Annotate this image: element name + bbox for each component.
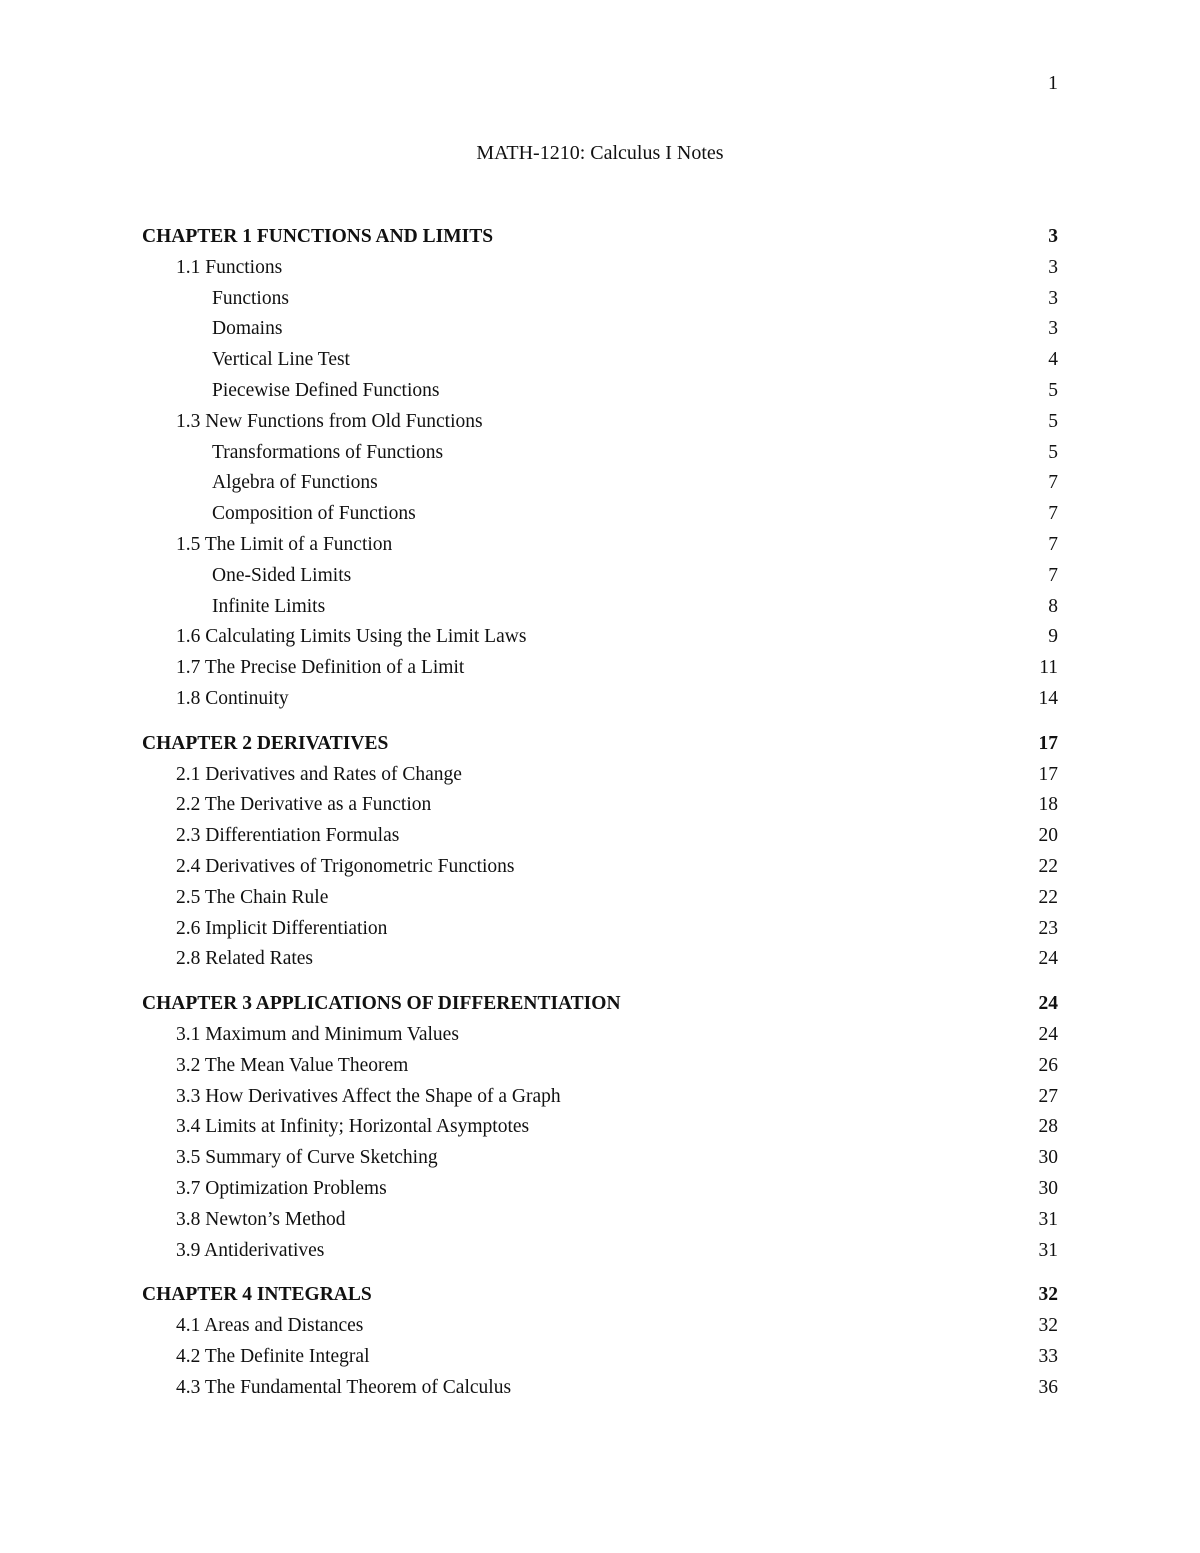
toc-page-number: 3 xyxy=(1048,318,1058,340)
toc-section-entry[interactable] xyxy=(142,622,1058,653)
toc-subsection-entry[interactable] xyxy=(142,345,1058,376)
toc-section-entry[interactable] xyxy=(142,883,1058,914)
toc-section-entry[interactable] xyxy=(142,407,1058,438)
toc-entry-label: 2.5 The Chain Rule xyxy=(176,886,329,908)
toc-entry-label: 1.6 Calculating Limits Using the Limit Laws xyxy=(176,626,527,648)
toc-entry-label: 2.6 Implicit Differentiation xyxy=(176,917,388,939)
toc-page-number: 22 xyxy=(1038,886,1058,908)
toc-page-number: 24 xyxy=(1038,993,1058,1015)
toc-entry-label: Algebra of Functions xyxy=(212,472,378,494)
toc-entry-label: 3.7 Optimization Problems xyxy=(176,1177,387,1199)
toc-entry-label: 1.7 The Precise Definition of a Limit xyxy=(176,657,465,679)
toc-page-number: 17 xyxy=(1038,732,1058,754)
toc-entry-label: 3.4 Limits at Infinity; Horizontal Asymptotes xyxy=(176,1116,530,1138)
toc-page-number: 31 xyxy=(1038,1208,1058,1230)
toc-chapter-heading[interactable] xyxy=(142,222,1058,253)
toc-page-number: 18 xyxy=(1038,794,1058,816)
toc-entry-label: 3.9 Antiderivatives xyxy=(176,1239,325,1261)
toc-section-entry[interactable] xyxy=(142,1112,1058,1143)
toc-section-entry[interactable] xyxy=(142,253,1058,284)
toc-entry-label: 4.1 Areas and Distances xyxy=(176,1315,364,1337)
toc-page-number: 26 xyxy=(1038,1054,1058,1076)
toc-entry-label: Functions xyxy=(212,287,289,309)
toc-entry-label: 2.8 Related Rates xyxy=(176,948,314,970)
toc-section-entry[interactable] xyxy=(142,1373,1058,1404)
toc-section-entry[interactable] xyxy=(142,1311,1058,1342)
toc-chapter xyxy=(142,1280,1058,1403)
toc-entry-label: 1.1 Functions xyxy=(176,256,283,278)
toc-page-number: 8 xyxy=(1048,595,1058,617)
toc-page-number: 20 xyxy=(1038,825,1058,847)
toc-page-number: 36 xyxy=(1038,1376,1058,1398)
toc-page-number: 23 xyxy=(1038,917,1058,939)
toc-chapter-title: CHAPTER 3 APPLICATIONS OF DIFFERENTIATION xyxy=(142,993,621,1015)
toc-page-number: 9 xyxy=(1048,626,1058,648)
toc-subsection-entry[interactable] xyxy=(142,468,1058,499)
toc-page-number: 7 xyxy=(1048,472,1058,494)
toc-entry-label: 2.4 Derivatives of Trigonometric Functions xyxy=(176,855,515,877)
toc-entry-label: 2.2 The Derivative as a Function xyxy=(176,794,432,816)
toc-chapter-title: CHAPTER 4 INTEGRALS xyxy=(142,1284,372,1306)
toc-entry-label: Infinite Limits xyxy=(212,595,326,617)
toc-page-number: 7 xyxy=(1048,503,1058,525)
toc-entry-label: Piecewise Defined Functions xyxy=(212,379,440,401)
toc-subsection-entry[interactable] xyxy=(142,561,1058,592)
toc-chapter-title: CHAPTER 1 FUNCTIONS AND LIMITS xyxy=(142,226,494,247)
toc-page-number: 31 xyxy=(1038,1239,1058,1261)
toc-section-entry[interactable] xyxy=(142,1174,1058,1205)
toc-subsection-entry[interactable] xyxy=(142,284,1058,315)
toc-entry-label: 4.3 The Fundamental Theorem of Calculus xyxy=(176,1376,512,1398)
toc-entry-label: 3.3 How Derivatives Affect the Shape of a Graph xyxy=(176,1085,561,1107)
toc-page-number: 7 xyxy=(1048,533,1058,555)
toc-page-number: 33 xyxy=(1038,1345,1058,1367)
toc-entry-label: One-Sided Limits xyxy=(212,564,352,586)
toc-entry-label: Vertical Line Test xyxy=(212,349,350,371)
toc-page-number: 3 xyxy=(1048,287,1058,309)
toc-page-number: 22 xyxy=(1038,855,1058,877)
toc-section-entry[interactable] xyxy=(142,1143,1058,1174)
toc-subsection-entry[interactable] xyxy=(142,438,1058,469)
toc-entry-label: 1.3 New Functions from Old Functions xyxy=(176,410,483,432)
toc-page-number: 28 xyxy=(1038,1116,1058,1138)
toc-chapter xyxy=(142,222,1058,715)
toc-chapter xyxy=(142,729,1058,975)
toc-section-entry[interactable] xyxy=(142,530,1058,561)
toc-entry-label: 3.2 The Mean Value Theorem xyxy=(176,1054,409,1076)
toc-page-number: 17 xyxy=(1038,763,1058,785)
toc-page-number: 11 xyxy=(1039,657,1058,679)
toc-page-number: 32 xyxy=(1038,1284,1058,1306)
toc-page-number: 24 xyxy=(1038,1023,1058,1045)
toc-subsection-entry[interactable] xyxy=(142,314,1058,345)
toc-entry-label: 1.8 Continuity xyxy=(176,687,289,709)
toc-page-number: 5 xyxy=(1048,410,1058,432)
toc-section-entry[interactable] xyxy=(142,653,1058,684)
toc-page-number: 30 xyxy=(1038,1147,1058,1169)
toc-chapter xyxy=(142,989,1058,1266)
toc-section-entry[interactable] xyxy=(142,1205,1058,1236)
page-number: 1 xyxy=(1048,72,1058,94)
toc-entry-label: 3.1 Maximum and Minimum Values xyxy=(176,1023,459,1045)
toc-page-number: 27 xyxy=(1038,1085,1058,1107)
toc-section-entry[interactable] xyxy=(142,1342,1058,1373)
toc-section-entry[interactable] xyxy=(142,944,1058,975)
table-of-contents xyxy=(142,222,1058,1417)
toc-entry-label: Domains xyxy=(212,318,283,340)
toc-section-entry[interactable] xyxy=(142,790,1058,821)
toc-section-entry[interactable] xyxy=(142,1020,1058,1051)
toc-page-number: 5 xyxy=(1048,441,1058,463)
toc-page-number: 14 xyxy=(1038,687,1058,709)
toc-section-entry[interactable] xyxy=(142,1082,1058,1113)
toc-section-entry[interactable] xyxy=(142,1051,1058,1082)
toc-entry-label: 3.8 Newton’s Method xyxy=(176,1208,346,1230)
toc-entry-label: Transformations of Functions xyxy=(212,441,444,463)
toc-page-number: 32 xyxy=(1038,1315,1058,1337)
toc-subsection-entry[interactable] xyxy=(142,376,1058,407)
toc-subsection-entry[interactable] xyxy=(142,499,1058,530)
toc-entry-label: 1.5 The Limit of a Function xyxy=(176,533,393,555)
toc-page-number: 24 xyxy=(1038,948,1058,970)
toc-chapter-heading[interactable] xyxy=(142,1280,1058,1311)
toc-section-entry[interactable] xyxy=(142,852,1058,883)
toc-page-number: 3 xyxy=(1048,226,1058,247)
toc-entry-label: 3.5 Summary of Curve Sketching xyxy=(176,1147,438,1169)
toc-section-entry[interactable] xyxy=(142,821,1058,852)
toc-page-number: 3 xyxy=(1048,256,1058,278)
toc-page-number: 5 xyxy=(1048,379,1058,401)
toc-subsection-entry[interactable] xyxy=(142,592,1058,623)
document-title: MATH-1210: Calculus I Notes xyxy=(476,142,724,164)
toc-section-entry[interactable] xyxy=(142,914,1058,945)
toc-section-entry[interactable] xyxy=(142,684,1058,715)
toc-section-entry[interactable] xyxy=(142,1236,1058,1267)
toc-page-number: 7 xyxy=(1048,564,1058,586)
toc-chapter-heading[interactable] xyxy=(142,729,1058,760)
toc-entry-label: 2.1 Derivatives and Rates of Change xyxy=(176,763,462,785)
toc-entry-label: 4.2 The Definite Integral xyxy=(176,1345,370,1367)
toc-chapter-title: CHAPTER 2 DERIVATIVES xyxy=(142,732,389,754)
toc-page-number: 30 xyxy=(1038,1177,1058,1199)
toc-section-entry[interactable] xyxy=(142,760,1058,791)
toc-chapter-heading[interactable] xyxy=(142,989,1058,1020)
toc-entry-label: Composition of Functions xyxy=(212,503,416,525)
toc-page-number: 4 xyxy=(1048,349,1058,371)
toc-entry-label: 2.3 Differentiation Formulas xyxy=(176,825,400,847)
